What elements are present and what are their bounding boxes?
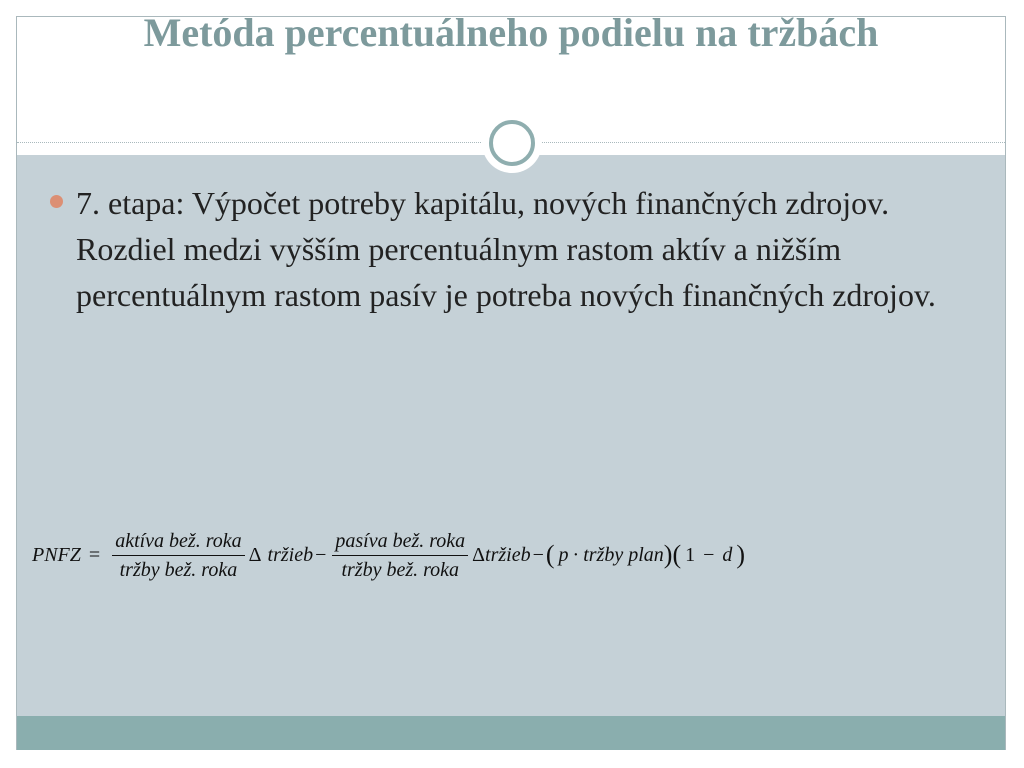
formula-row — [32, 520, 745, 590]
formula-minus: − — [703, 543, 715, 566]
slide-title: Metóda percentuálneho podielu na tržbách — [143, 10, 879, 55]
circle-ornament-icon — [482, 113, 542, 173]
bullet-dot-icon — [50, 195, 63, 208]
formula — [32, 520, 1002, 590]
fraction-numerator: aktíva bež. roka — [112, 529, 244, 556]
formula-minus: − — [315, 543, 327, 566]
circle-ring — [489, 120, 535, 166]
formula-dot: · — [572, 543, 580, 566]
paren-close: ) — [663, 540, 673, 569]
delta-symbol: Δ — [248, 543, 262, 566]
footer-bar — [17, 716, 1005, 750]
paren-close: ) — [736, 540, 746, 569]
formula-equals: = — [88, 543, 101, 566]
formula-term: tržieb — [485, 543, 531, 566]
delta-symbol: Δ — [472, 543, 486, 566]
formula-fraction-liabilities — [332, 529, 468, 582]
fraction-denominator: tržby bež. roka — [341, 558, 460, 581]
fraction-denominator: tržby bež. roka — [119, 558, 238, 581]
paren-open: ( — [545, 540, 555, 569]
formula-minus: − — [532, 543, 544, 566]
formula-fraction-assets — [112, 529, 244, 582]
formula-one: 1 — [685, 543, 696, 566]
formula-plan-term: tržby plan — [583, 543, 664, 566]
fraction-numerator: pasíva bež. roka — [332, 529, 468, 556]
formula-term: tržieb — [267, 543, 314, 566]
formula-lhs: PNFZ — [32, 543, 81, 566]
paren-open: ( — [672, 540, 682, 569]
formula-p: p — [558, 543, 569, 566]
formula-d: d — [722, 543, 733, 566]
bullet-text: 7. etapa: Výpočet potreby kapitálu, nových finančných zdrojov. Rozdiel medzi vyšším percentuálnym rastom aktív a nižším percentuálnym rastom pasív je potreba nových finančných zdrojov. — [76, 185, 936, 313]
